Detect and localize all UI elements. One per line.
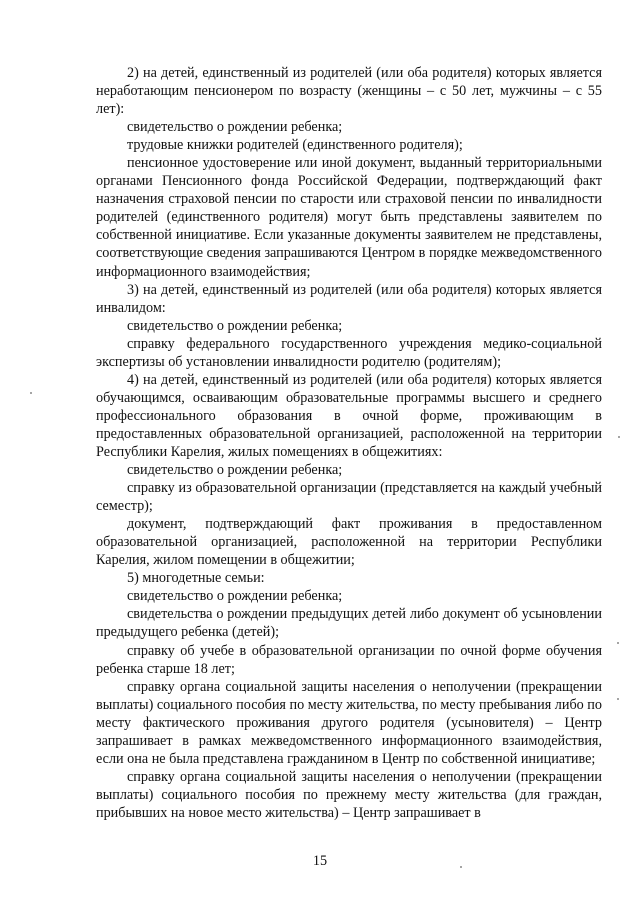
paragraph-pension-certificate: пенсионное удостоверение или иной документ, выданный территориальными органами Пенсионного фонда Российской Федерации, подтверждающий факт назначения страховой пенсии по старости или страховой пенсии по инвалидности родителей (единственного родителя) могут быть представлены заявителем по собственной инициативе. Если указанные документы заявителем не представлены, соответствующие сведения запрашиваются Центром в порядке межведомственного информационного взаимодействия;	[96, 155, 602, 280]
paragraph-previous-children-certificates: свидетельства о рождении предыдущих детей либо документ об усыновлении предыдущего ребенка (детей);	[96, 606, 602, 641]
paragraph-birth-certificate: свидетельство о рождении ребенка;	[127, 462, 343, 479]
paragraph-work-books: трудовые книжки родителей (единственного родителя);	[127, 137, 463, 154]
paragraph-item-5-intro: 5) многодетные семьи:	[127, 570, 265, 587]
document-body	[96, 64, 602, 822]
scan-speck	[617, 642, 619, 644]
scan-speck	[460, 866, 462, 868]
paragraph-item-4-intro: 4) на детей, единственный из родителей (или оба родителя) которых является обучающимся, осваивающим образовательные программы высшего и среднего профессионального образования в очной форме, проживающим в предоставленных образовательной организацией, расположенной на территории Республики Карелия, жилых помещениях в общежитиях:	[96, 371, 602, 460]
scan-speck	[30, 392, 32, 394]
paragraph-social-protection-residence: справку органа социальной защиты населения о неполучении (прекращении выплаты) социального пособия по месту жительства, по месту пребывания либо по месту фактического проживания другого родителя (усыновителя) – Центр запрашивает в рамках межведомственного информационного взаимодействия, если она не была представлена гражданином в Центр по собственной инициативе;	[96, 678, 602, 767]
paragraph-study-certificate: справку об учебе в образовательной организации по очной форме обучения ребенка старше 18 лет;	[96, 642, 602, 677]
scan-speck	[617, 698, 619, 700]
paragraph-dormitory-document: документ, подтверждающий факт проживания в предоставленном образовательной организацией, расположенной на территории Республики Карелия, жилом помещении в общежитии;	[96, 516, 602, 569]
paragraph-social-protection-previous-residence: справку органа социальной защиты населения о неполучении (прекращении выплаты) социального пособия по прежнему месту жительства (для граждан, прибывших на новое место жительства) – Центр запрашивает в	[96, 768, 602, 821]
paragraph-birth-certificate: свидетельство о рождении ребенка;	[127, 317, 343, 334]
paragraph-education-certificate: справку из образовательной организации (представляется на каждый учебный семестр);	[96, 480, 602, 515]
paragraph-birth-certificate: свидетельство о рождении ребенка;	[127, 588, 343, 605]
paragraph-item-2-intro: 2) на детей, единственный из родителей (или оба родителя) которых является неработающим пенсионером по возрасту (женщины – с 50 лет, мужчины – с 55 лет):	[96, 65, 602, 118]
scan-speck	[618, 436, 620, 438]
paragraph-birth-certificate: свидетельство о рождении ребенка;	[127, 119, 343, 136]
page-number: 15	[312, 853, 328, 869]
paragraph-item-3-intro: 3) на детей, единственный из родителей (или оба родителя) которых является инвалидом:	[96, 281, 602, 316]
paragraph-disability-certificate: справку федерального государственного учреждения медико-социальной экспертизы об установлении инвалидности родителю (родителям);	[96, 335, 602, 370]
